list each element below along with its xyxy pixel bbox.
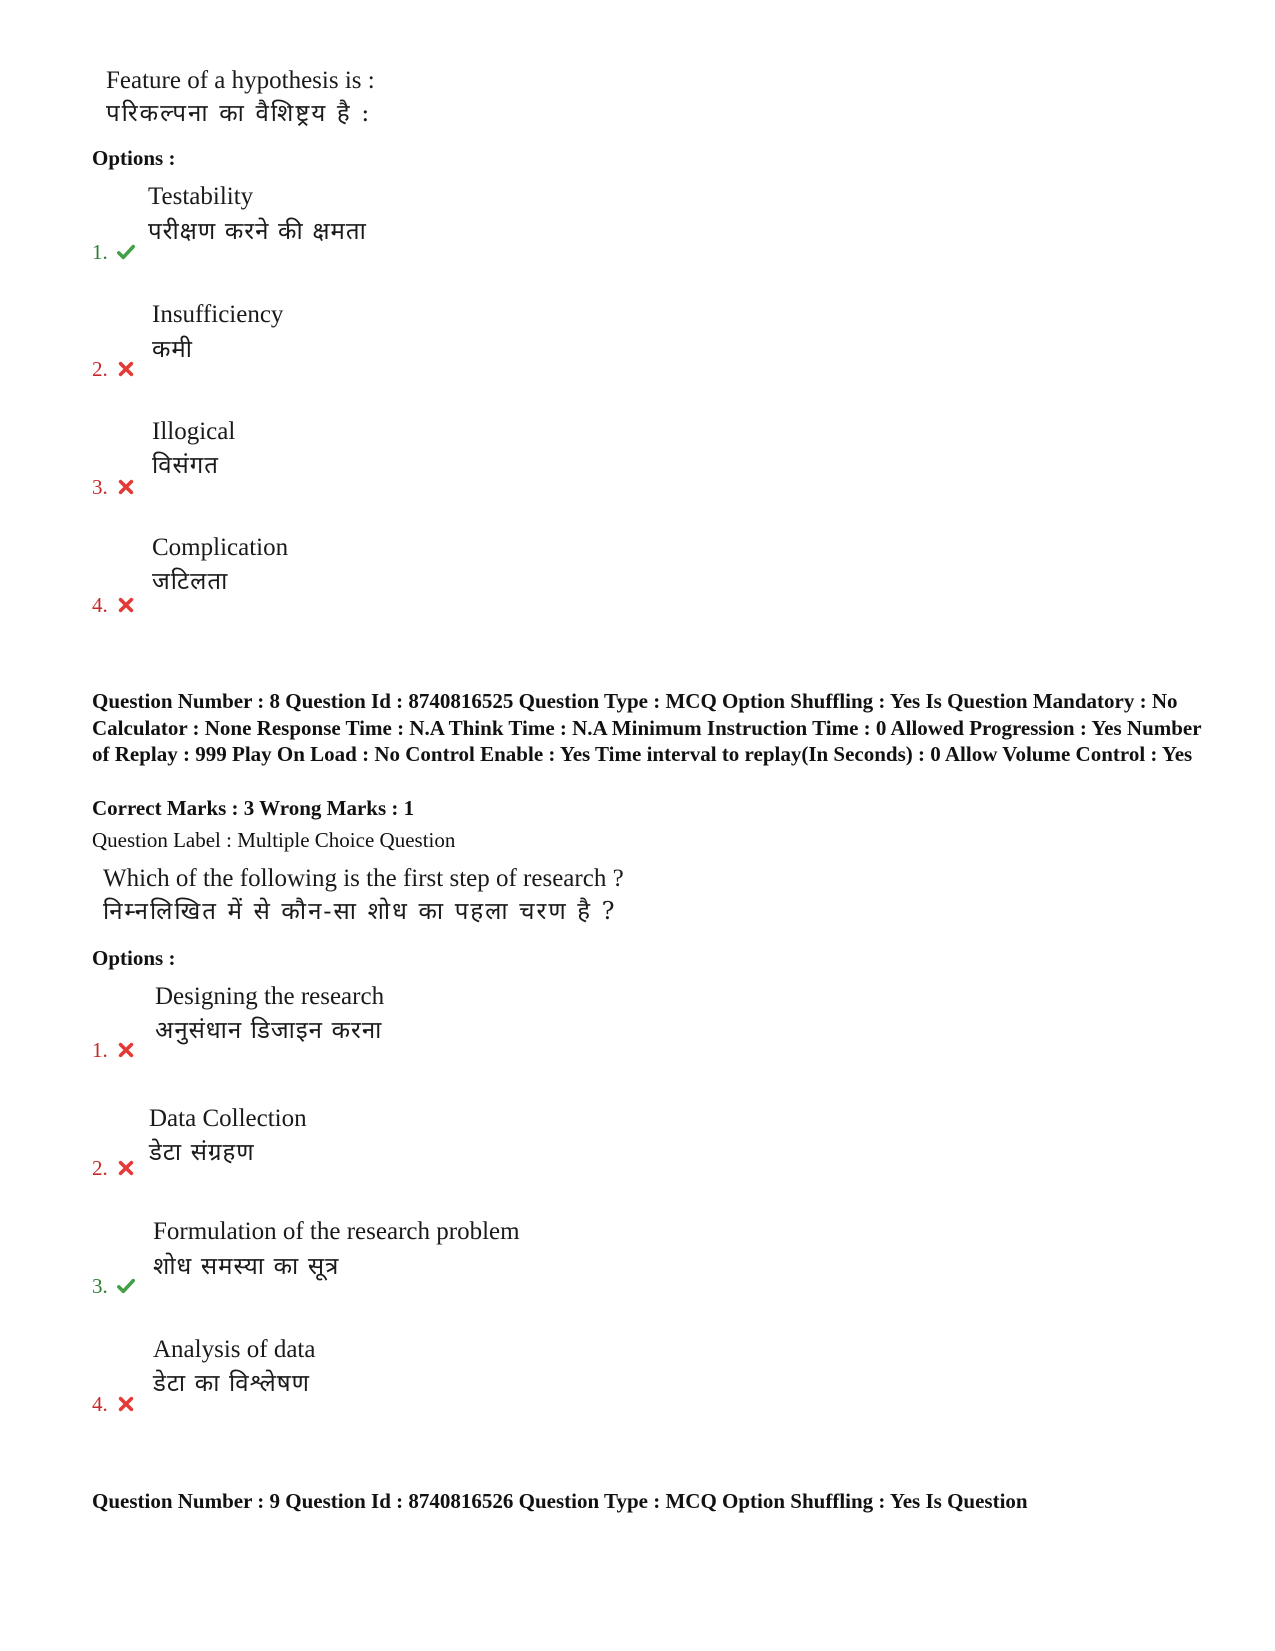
option-number (92, 1274, 135, 1298)
option-text-hi: डेटा संग्रहण (149, 1138, 255, 1166)
cross-icon (117, 1041, 135, 1059)
option-number (92, 1156, 135, 1180)
option-text-en: Formulation of the research problem (153, 1218, 520, 1245)
option-text-hi: अनुसंधान डिजाइन करना (155, 1016, 383, 1044)
option-text-hi: कमी (152, 335, 193, 363)
options-heading: Options : (92, 146, 176, 170)
option-number-label: 3. (92, 1274, 108, 1298)
option-text-hi: डेटा का विश्लेषण (153, 1369, 311, 1397)
question-label: Question Label : Multiple Choice Question (92, 828, 456, 852)
option-number-label: 1. (92, 240, 108, 264)
option-text-en: Illogical (152, 418, 236, 445)
option-text-hi: विसंगत (152, 451, 219, 479)
check-icon (117, 1277, 135, 1295)
option-text-en: Designing the research (155, 983, 385, 1010)
option-number-label: 2. (92, 357, 108, 381)
option-text-hi: जटिलता (152, 567, 229, 595)
option-text-en: Testability (148, 183, 254, 210)
question-meta: Question Number : 8 Question Id : 8740816525 Question Type : MCQ Option Shuffling : Yes Is Question Mandatory : No Calculator : None Response Time : N.A Think Time : N.A Minimum Instruction Time : 0 Allowed Progression : Yes Number of Replay : 999 Play On Load : No Control Enable : Yes Time interval to replay(In Seconds) : 0 Allow Volume Control : Yes (92, 689, 1202, 766)
option-text-en: Analysis of data (153, 1336, 316, 1363)
option-number (92, 240, 135, 264)
option-number-label: 4. (92, 1392, 108, 1416)
option-number (92, 593, 135, 617)
cross-icon (117, 360, 135, 378)
option-text-en: Complication (152, 534, 289, 561)
question-text-en: Which of the following is the first step of research ? (103, 865, 624, 892)
option-text-hi: परीक्षण करने की क्षमता (148, 217, 367, 245)
option-number-label: 4. (92, 593, 108, 617)
option-number-label: 2. (92, 1156, 108, 1180)
option-number-label: 1. (92, 1038, 108, 1062)
cross-icon (117, 596, 135, 614)
option-number (92, 475, 135, 499)
cross-icon (117, 478, 135, 496)
question-meta: Question Number : 9 Question Id : 8740816526 Question Type : MCQ Option Shuffling : Yes Is Question (92, 1489, 1028, 1513)
question-text-hi: परिकल्पना का वैशिष्ट्रय है : (106, 99, 372, 127)
check-icon (117, 243, 135, 261)
option-number (92, 357, 135, 381)
option-text-en: Insufficiency (152, 301, 284, 328)
marks-line: Correct Marks : 3 Wrong Marks : 1 (92, 796, 415, 820)
question-text-hi: निम्नलिखित में से कौन-सा शोध का पहला चरण है ? (103, 897, 617, 925)
option-text-hi: शोध समस्या का सूत्र (153, 1252, 340, 1280)
question-text-en: Feature of a hypothesis is : (106, 67, 375, 94)
option-number-label: 3. (92, 475, 108, 499)
option-number (92, 1038, 135, 1062)
cross-icon (117, 1159, 135, 1177)
option-text-en: Data Collection (149, 1105, 307, 1132)
options-heading: Options : (92, 946, 176, 970)
cross-icon (117, 1395, 135, 1413)
option-number (92, 1392, 135, 1416)
